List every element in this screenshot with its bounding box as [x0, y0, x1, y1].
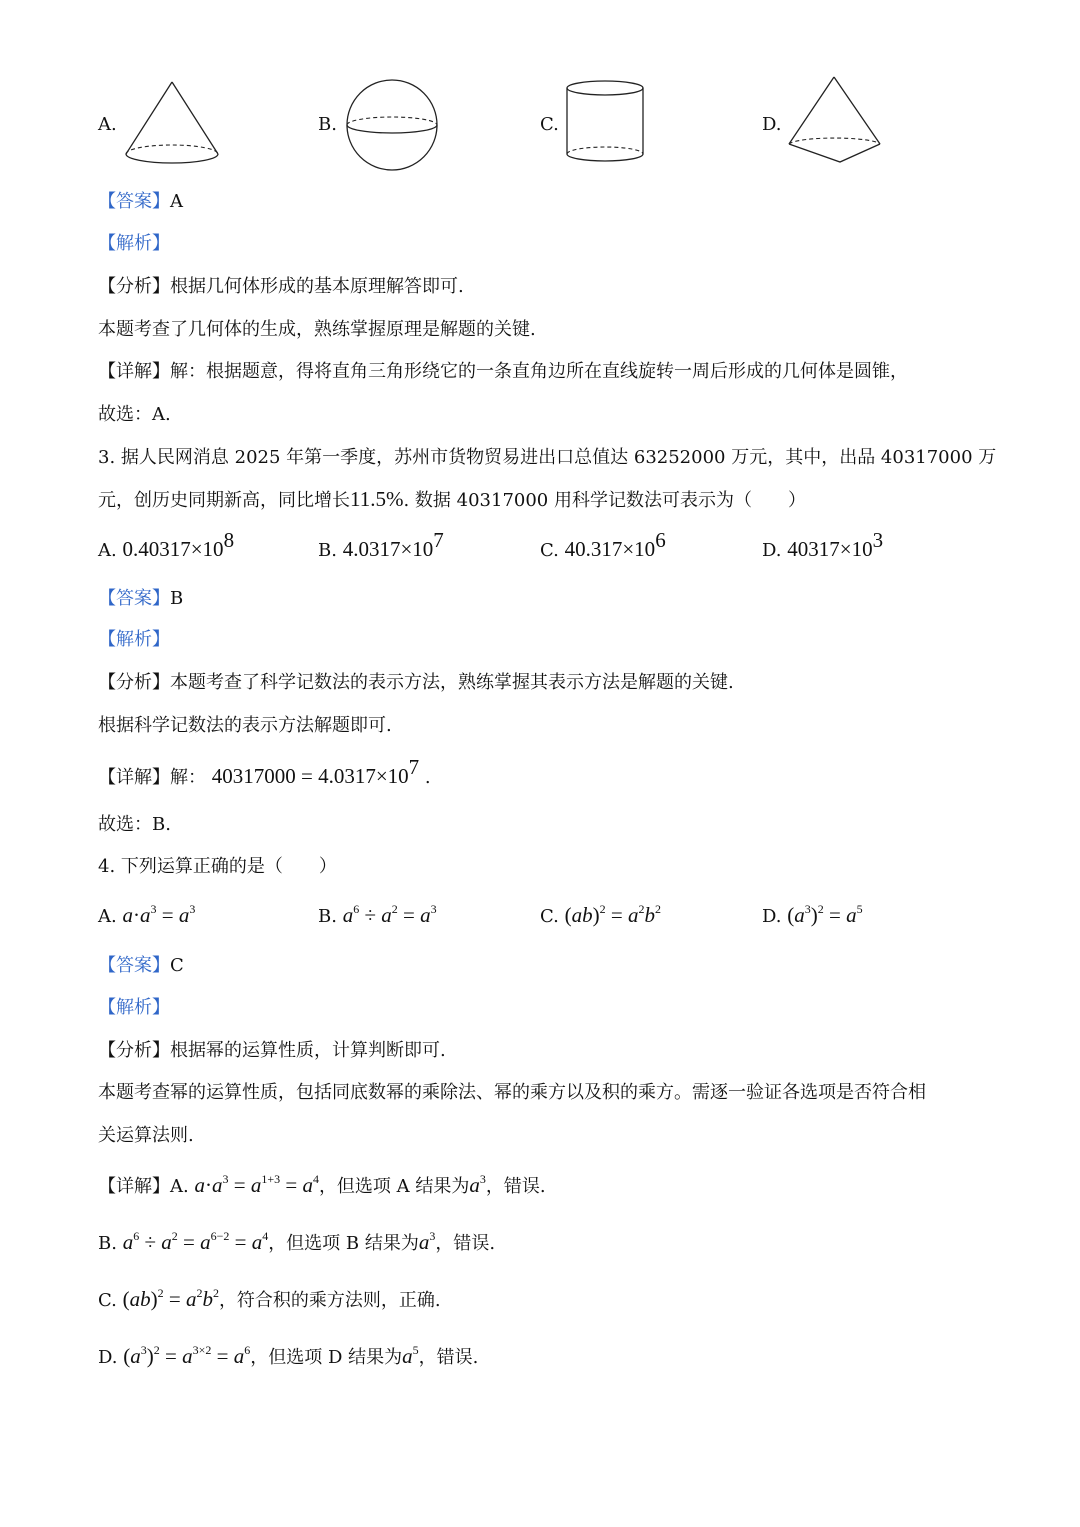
q2-analysis: 【分析】根据几何体形成的基本原理解答即可. [98, 276, 464, 297]
q2-option-d-label: D. [762, 114, 782, 135]
sphere-figure [342, 78, 442, 172]
q2-answer: 【答案】A [98, 191, 183, 212]
q4-analysis: 【分析】根据幂的运算性质，计算判断即可. [98, 1040, 446, 1061]
q3-option-d: D. $40317\times 10^3$ [762, 528, 884, 561]
q3-jiexi-tag: 【解析】 [98, 629, 170, 650]
q3-choice: 故选：B. [98, 814, 171, 835]
double-cone-figure [784, 74, 884, 174]
q3-stem-line1: 3. 据人民网消息 2025 年第一季度，苏州市货物贸易进出口总值达 63252000 万元，其中，出品 40317000 万 [98, 447, 997, 468]
cone-figure [122, 78, 222, 168]
q3-answer: 【答案】B [98, 588, 184, 609]
q2-option-a-label: A. [98, 114, 117, 135]
q3-option-c: C. $40.317\times 10^6$ [540, 528, 666, 561]
q3-analysis-2: 根据科学记数法的表示方法解题即可. [98, 715, 392, 736]
q2-jiexi-tag: 【解析】 [98, 233, 170, 254]
q2-option-c-label: C. [540, 114, 559, 135]
q4-detail-c: C. $(ab)^2 = a^2b^2$，符合积的乘方法则，正确. [98, 1286, 441, 1311]
q4-option-c: C. $(ab)^2 = a^2b^2$ [540, 902, 661, 927]
q4-analysis-2: 本题考查幂的运算性质，包括同底数幂的乘除法、幂的乘方以及积的乘方。需逐一验证各选项是否符合相 [98, 1082, 926, 1103]
q3-stem-line2: 元，创历史同期新高，同比增长11.5%. 数据 40317000 用科学记数法可表示为（ ） [98, 487, 806, 511]
q2-choice: 故选：A. [98, 404, 171, 425]
q4-option-b: B. $a^6 \div a^2 = a^3$ [318, 902, 437, 927]
q3-analysis: 【分析】本题考查了科学记数法的表示方法，熟练掌握其表示方法是解题的关键. [98, 672, 734, 693]
q2-solution: 【详解】解：根据题意，得将直角三角形绕它的一条直角边所在直线旋转一周后形成的几何体是圆锥， [98, 361, 908, 382]
q3-option-b: B. $4.0317\times 10^7$ [318, 528, 444, 561]
q2-analysis-2: 本题考查了几何体的生成，熟练掌握原理是解题的关键. [98, 319, 536, 340]
q4-answer: 【答案】C [98, 955, 184, 976]
q4-analysis-3: 关运算法则. [98, 1125, 194, 1146]
q4-option-a: A. $a\cdot a^3 = a^3$ [98, 902, 196, 927]
q4-stem: 4. 下列运算正确的是（ ） [98, 856, 337, 877]
q3-option-a: A. $0.40317\times 10^8$ [98, 528, 235, 561]
q3-solution: 【详解】解： $40317000 = 4.0317\times 10^7$ . [98, 755, 431, 788]
q2-option-b-label: B. [318, 114, 337, 135]
q4-detail-b: B. $a^6 \div a^2 = a^{6-2} = a^4$，但选项 B 结果为$a^3$，错误. [98, 1229, 496, 1254]
cylinder-figure [562, 78, 648, 166]
q4-jiexi-tag: 【解析】 [98, 997, 170, 1018]
q4-detail-d: D. $(a^3)^2 = a^{3\times 2} = a^6$，但选项 D 结果为$a^5$，错误. [98, 1343, 479, 1368]
q4-option-d: D. $(a^3)^2 = a^5$ [762, 902, 863, 927]
q4-detail-a: 【详解】A. $a\cdot a^3 = a^{1+3} = a^4$，但选项 A 结果为$a^3$，错误. [98, 1172, 546, 1197]
